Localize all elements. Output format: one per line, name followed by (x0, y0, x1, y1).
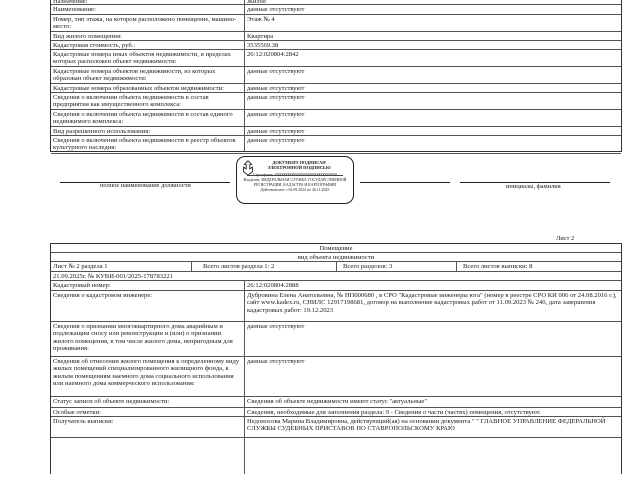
extract-field-row (51, 408, 621, 417)
property-details-table (50, 0, 622, 152)
total-sheets-count: Всего листов выписки: 8 (463, 263, 533, 270)
extract-field-value: данные отсутствуют (247, 358, 305, 365)
section-sheets-count: Всего листов раздела 1: 2 (203, 263, 275, 270)
extract-number: 21.09.2025г. № КУВИ-001/2025-178783221 (53, 273, 173, 280)
property-field-row (51, 67, 621, 84)
property-field-label: Сведения о включении объекта недвижимости в состав предприятия как имущественного комплекса: (53, 94, 209, 109)
extract-field-row (51, 357, 621, 397)
property-field-value: данные отсутствуют (247, 111, 305, 118)
extract-field-value: Сведения, необходимые для заполнения раздела: 9 - Сведения о части (частях) помещения, отсутствуют. (247, 409, 541, 416)
extract-field-label: Сведения о признании многоквартирного дома аварийным и подлежащим сносу или реконструкции и (или) о признании жилого помещения, в том числе жилого дома, непригодным для проживания: (53, 323, 233, 353)
property-field-value: Этаж № 4 (247, 16, 275, 23)
property-field-value: 3535569.38 (247, 42, 279, 49)
property-field-value: 26:12:020804:2842 (247, 51, 299, 58)
property-field-value: данные отсутствуют (247, 85, 305, 92)
cadastral-number-value: 26:12:020804:2888 (247, 282, 299, 289)
property-field-value: Квартира (247, 33, 274, 40)
property-field-label: Сведения о включении объекта недвижимости в реестр объектов культурного наследия: (53, 137, 236, 152)
property-field-label: Номер, тип этажа, на котором расположено помещение, машино-место: (53, 16, 237, 31)
extract-field-row (51, 291, 621, 322)
signature-line (360, 182, 450, 183)
property-field-value: данные отсутствуют (247, 128, 305, 135)
extract-field-value: Дубровина Елена Анатольевна, № НП000680 , в СРО "Кадастровые инженеры юга" (номер в реестре СРО КИ 006 от 24.08.2016 г.), сайт www.kadex.ru, СНИЛС 12917198681, договор на выполнение кадастровых работ от 11.09.2023 № 240, дата завершения кадастровых работ: 19.12.2023 (247, 292, 617, 314)
extract-field-label: Статус записи об объекте недвижимости: (53, 398, 170, 405)
property-field-label: Наименование: (53, 6, 96, 13)
property-field-label: Кадастровые номера объектов недвижимости, из которых образован объект недвижимости: (53, 68, 216, 83)
property-field-row (51, 32, 621, 41)
property-field-value: данные отсутствуют (247, 6, 305, 13)
property-field-label: Вид разрешенного использования: (53, 128, 151, 135)
object-type-subheading: вид объекта недвижимости (297, 254, 375, 261)
stamp-owner-cont: РЕГИСТРАЦИИ, КАДАСТРА И КАРТОГРАФИИ (253, 183, 337, 187)
cadastral-number-label: Кадастровый номер: (53, 282, 111, 289)
extract-field-value: Недоносова Марина Владимировна, действующий(ая) на основании документа " " ГЛАВНОЕ УПРАВЛЕНИЕ ФЕДЕРАЛЬНОЙ СЛУЖБЫ СУДЕБНЫХ ПРИСТАВОВ ПО СТАВРОПОЛЬСКОМУ КРАЮ (247, 418, 606, 433)
property-field-row (51, 84, 621, 93)
property-field-row (51, 93, 621, 110)
property-field-value: Жилое (247, 0, 267, 4)
property-field-value: данные отсутствуют (247, 137, 305, 144)
stamp-validity: Действителен: с 02.09.2024 по 26.11.2025 (260, 188, 330, 192)
property-field-row (51, 50, 621, 67)
extract-field-value: данные отсутствуют (247, 323, 305, 330)
object-type-heading: Помещение (319, 245, 353, 252)
property-field-value: данные отсутствуют (247, 68, 305, 75)
property-field-row (51, 41, 621, 50)
extract-field-label: Сведения о кадастровом инженере: (53, 292, 153, 299)
extract-field-row (51, 322, 621, 357)
property-field-row (51, 5, 621, 15)
stamp-owner: Владелец: ФЕДЕРАЛЬНАЯ СЛУЖБА ГОСУДАРСТВЕННОЙ (243, 178, 347, 182)
stamp-certificate: Сертификат: 00000000000000000000000000000000 (252, 173, 338, 177)
property-field-label: Кадастровая стоимость, руб.: (53, 42, 136, 49)
property-field-label: Кадастровые номера иных объектов недвижимости, в пределах которых расположен объект недвижимости: (53, 51, 231, 66)
name-caption: инициалы, фамилия (506, 183, 561, 190)
sections-count: Всего разделов: 3 (343, 263, 393, 270)
sheet-label: Лист 2 (556, 235, 575, 242)
electronic-signature-stamp (236, 156, 354, 204)
property-field-row (51, 110, 621, 127)
property-field-row (51, 127, 621, 136)
extract-field-row (51, 397, 621, 408)
extract-field-label: Получатель выписки: (53, 418, 114, 425)
property-field-label: Назначение: (53, 0, 88, 4)
sheet2-table (50, 243, 622, 474)
extract-field-value: Сведения об объекте недвижимости имеют статус "актуальные" (247, 398, 428, 405)
extract-field-label: Особые отметки: (53, 409, 101, 416)
property-field-row (51, 136, 621, 154)
extract-field-row (51, 417, 621, 438)
property-field-row (51, 15, 621, 32)
sheet-number: Лист № 2 раздела 1 (53, 263, 108, 270)
position-caption: полное наименование должности (100, 182, 191, 189)
property-field-value: данные отсутствуют (247, 94, 305, 101)
stamp-title: ДОКУМЕНТ ПОДПИСАН ЭЛЕКТРОННОЙ ПОДПИСЬЮ (267, 160, 331, 170)
extract-field-label: Сведения об отнесении жилого помещения к определенному виду жилых помещений специализированного жилищного фонда, к жилым помещениям наемного дома социального использования или наемного дома коммерческого использования: (53, 358, 240, 388)
property-field-label: Сведения о включении объекта недвижимости в состав единого недвижимого комплекса: (53, 111, 233, 126)
property-field-label: Вид жилого помещения: (53, 33, 122, 40)
property-field-label: Кадастровые номера образованных объектов недвижимости: (53, 85, 224, 92)
